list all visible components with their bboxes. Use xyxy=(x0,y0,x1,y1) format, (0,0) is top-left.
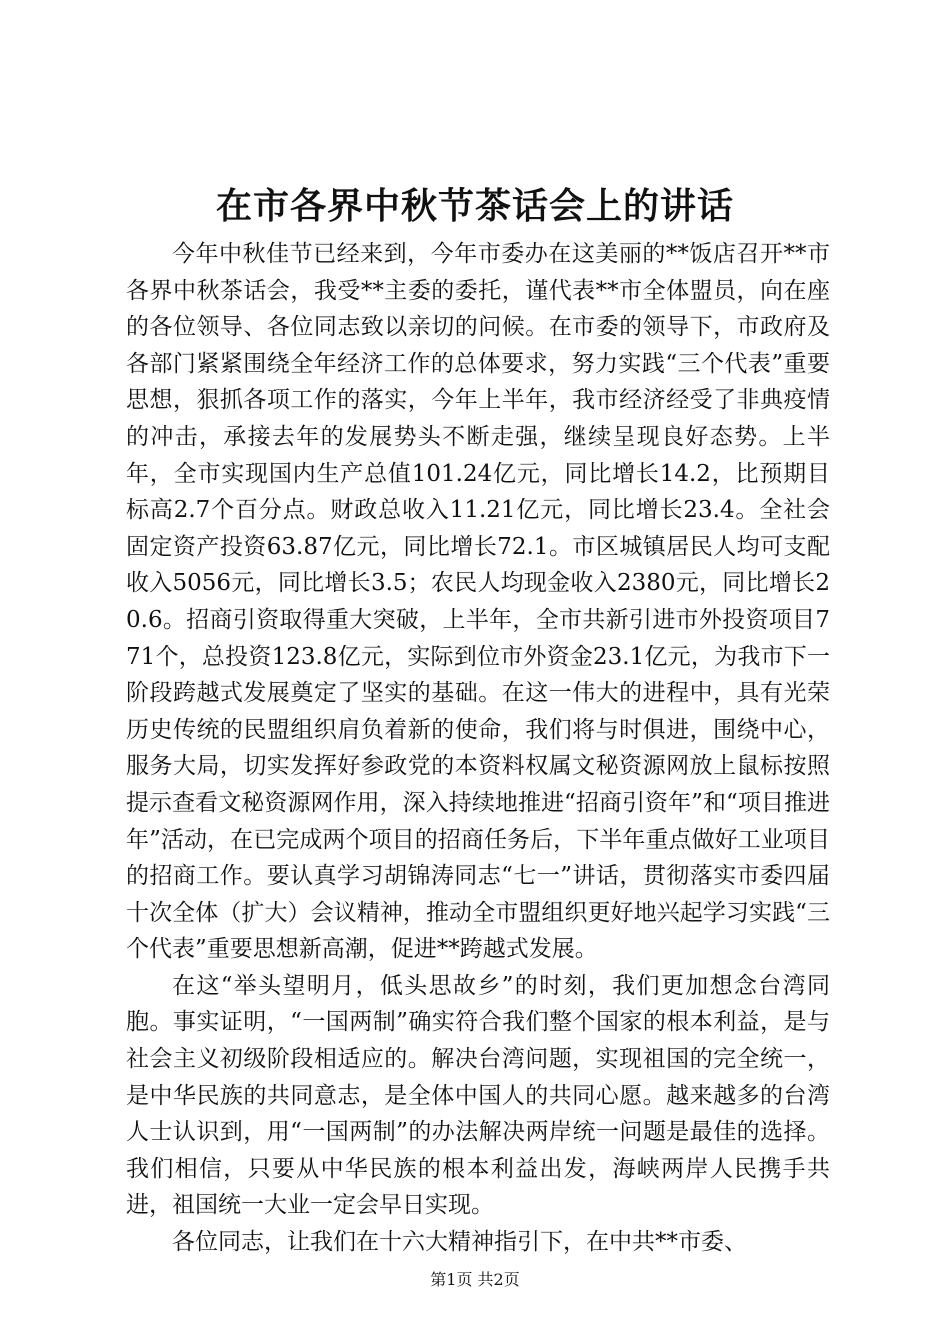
paragraph-1: 今年中秋佳节已经来到，今年市委办在这美丽的**饭店召开**市各界中秋茶话会，我受**主委的委托，谨代表**市全体盟员，向在座的各位领导、各位同志致以亲切的问候。在市委的领导下，市政府及各部门紧紧围绕全年经济工作的总体要求，努力实践“三个代表”重要思想，狠抓各项工作的落实，今年上半年，我市经济经受了非典疫情的冲击，承接去年的发展势头不断走强，继续呈现良好态势。上半年，全市实现国内生产总值101.24亿元，同比增长14.2，比预期目标高2.7个百分点。财政总收入11.21亿元，同比增长23.4。全社会固定资产投资63.87亿元，同比增长72.1。市区城镇居民人均可支配收入5056元，同比增长3.5；农民人均现金收入2380元，同比增长20.6。招商引资取得重大突破，上半年，全市共新引进市外投资项目771个，总投资123.8亿元，实际到位市外资金23.1亿元，为我市下一阶段跨越式发展奠定了坚实的基础。在这一伟大的进程中，具有光荣历史传统的民盟组织肩负着新的使命，我们将与时俱进，围绕中心，服务大局，切实发挥好参政党的本资料权属文秘资源网放上鼠标按照提示查看文秘资源网作用，深入持续地推进“招商引资年”和“项目推进年”活动，在已完成两个项目的招商任务后，下半年重点做好工业项目的招商工作。要认真学习胡锦涛同志“七一”讲话，贯彻落实市委四届十次全体（扩大）会议精神，推动全市盟组织更好地兴起学习实践“三个代表”重要思想新高潮，促进**跨越式发展。 xyxy=(126,241,830,963)
paragraph-3: 各位同志，让我们在十六大精神指引下，在中共**市委、 xyxy=(172,1229,747,1256)
paragraph-2: 在这“举头望明月，低头思故乡”的时刻，我们更加想念台湾同胞。事实证明，“一国两制”确实符合我们整个国家的根本利益，是与社会主义初级阶段相适应的。解决台湾问题，实现祖国的完全统一，是中华民族的共同意志，是全体中国人的共同心愿。越来越多的台湾人士认识到，用“一国两制”的办法解决两岸统一问题是最佳的选择。我们相信，只要从中华民族的根本利益出发，海峡两岸人民携手共进，祖国统一大业一定会早日实现。 xyxy=(126,972,830,1219)
document-title: 在市各界中秋节茶话会上的讲话 xyxy=(215,185,734,227)
document-body xyxy=(126,236,830,1261)
page-footer: 第1页 共2页 xyxy=(430,1270,520,1289)
